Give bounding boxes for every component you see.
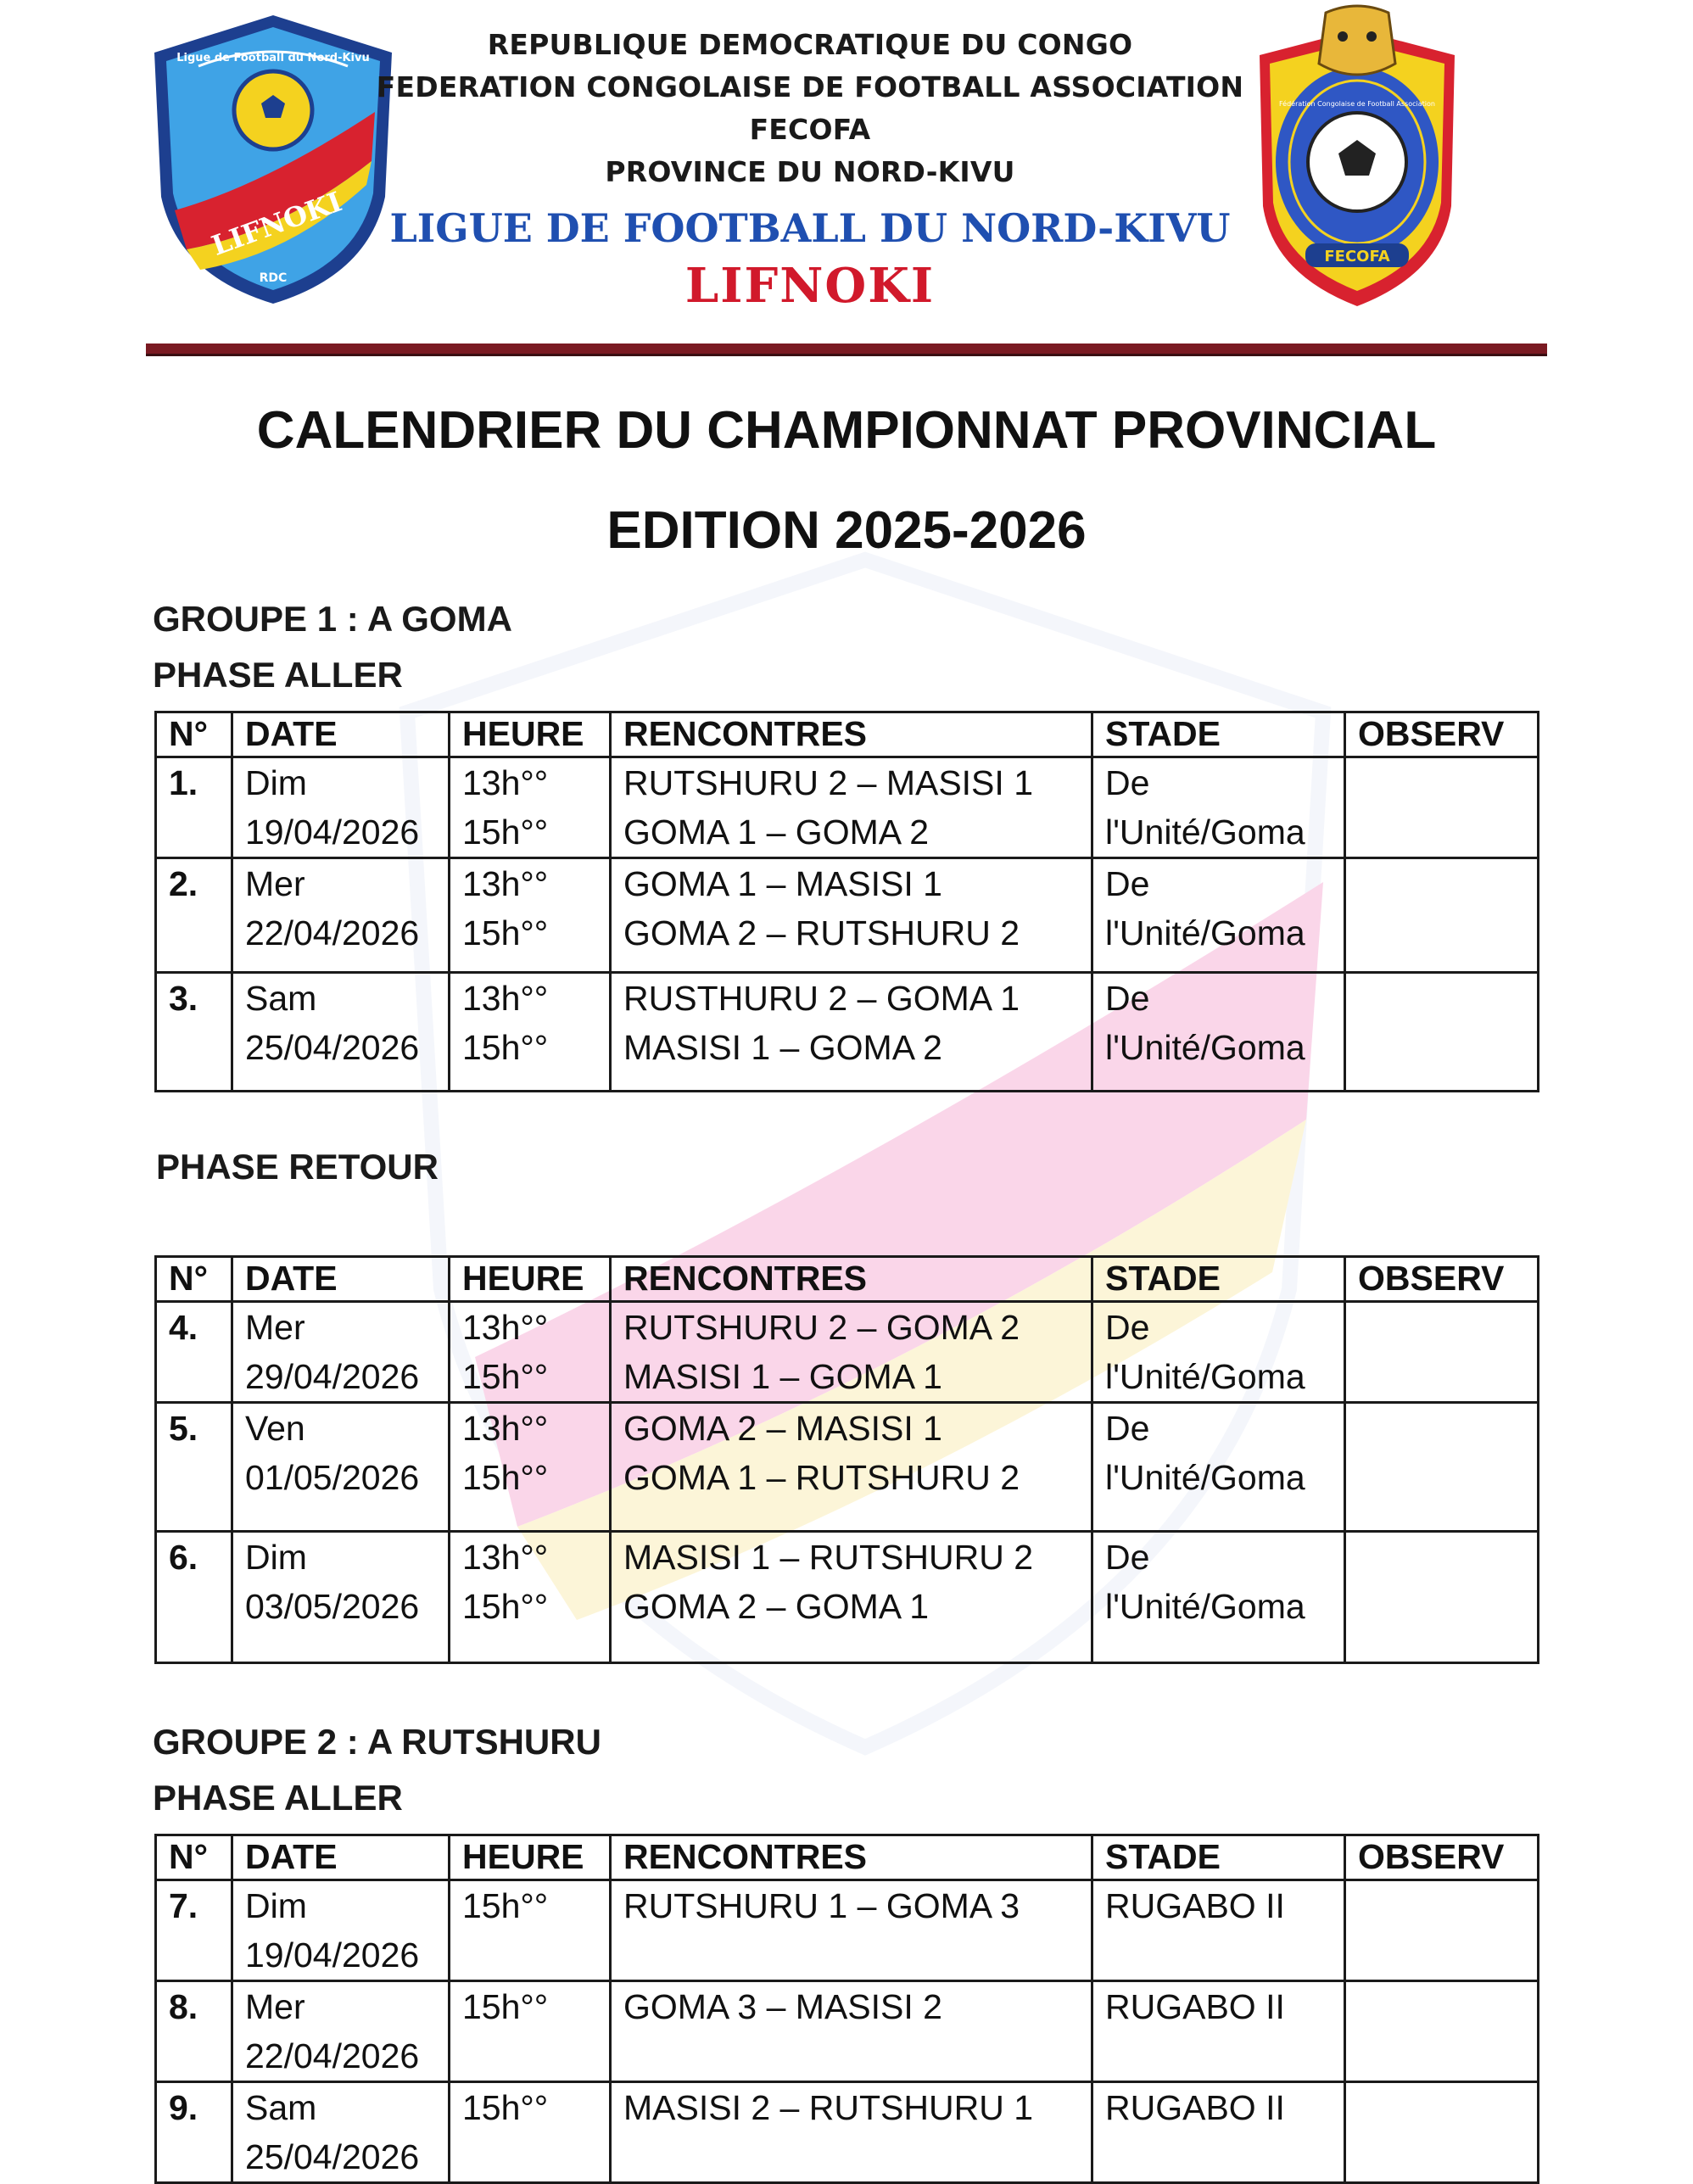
match-number: 9.: [156, 2082, 232, 2183]
match-fixtures: GOMA 3 – MASISI 2: [611, 1981, 1092, 2082]
match-observation: [1345, 757, 1539, 858]
match-time: 15h°°: [450, 1880, 611, 1981]
col-rencontres-header: RENCONTRES: [611, 712, 1092, 757]
match-date: Dim 19/04/2026: [232, 1880, 450, 1981]
table-row: [156, 973, 1539, 1092]
match-stadium: RUGABO II: [1092, 1880, 1345, 1981]
col-heure-header: HEURE: [450, 1257, 611, 1302]
match-fixtures: GOMA 2 – MASISI 1 GOMA 1 – RUTSHURU 2: [611, 1403, 1092, 1532]
group-2-aller-table: [154, 1834, 1539, 2184]
match-stadium: De l'Unité/Goma: [1092, 973, 1345, 1092]
match-fixtures: RUTSHURU 2 – MASISI 1 GOMA 1 – GOMA 2: [611, 757, 1092, 858]
match-fixtures: RUTSHURU 1 – GOMA 3: [611, 1880, 1092, 1981]
match-observation: [1345, 1981, 1539, 2082]
match-time: 13h°° 15h°°: [450, 973, 611, 1092]
table-header-row: [156, 712, 1539, 757]
letterhead: [0, 0, 1693, 373]
col-stade-header: STADE: [1092, 1835, 1345, 1880]
match-number: 8.: [156, 1981, 232, 2082]
match-stadium: De l'Unité/Goma: [1092, 1302, 1345, 1403]
col-date-header: DATE: [232, 1835, 450, 1880]
match-fixtures: GOMA 1 – MASISI 1 GOMA 2 – RUTSHURU 2: [611, 858, 1092, 973]
group-1-label: GROUPE 1 : A GOMA: [153, 599, 512, 639]
match-time: 13h°° 15h°°: [450, 757, 611, 858]
match-time: 15h°°: [450, 2082, 611, 2183]
table-row: [156, 1403, 1539, 1532]
col-date-header: DATE: [232, 712, 450, 757]
federation-name: FEDERATION CONGOLAISE DE FOOTBALL ASSOCIATION: [376, 70, 1244, 103]
match-number: 4.: [156, 1302, 232, 1403]
match-number: 5.: [156, 1403, 232, 1532]
match-observation: [1345, 858, 1539, 973]
match-time: 13h°° 15h°°: [450, 858, 611, 973]
header-divider: [146, 344, 1547, 356]
table-row: [156, 2082, 1539, 2183]
logo-left-brand-text: LIFNOKI: [207, 185, 346, 262]
group-1-aller-label: PHASE ALLER: [153, 655, 403, 695]
col-date-header: DATE: [232, 1257, 450, 1302]
col-observ-header: OBSERV: [1345, 1835, 1539, 1880]
match-number: 2.: [156, 858, 232, 973]
match-number: 3.: [156, 973, 232, 1092]
match-stadium: De l'Unité/Goma: [1092, 858, 1345, 973]
document-edition: EDITION 2025-2026: [606, 501, 1087, 560]
fecofa-logo: [1243, 4, 1472, 310]
match-time: 13h°° 15h°°: [450, 1302, 611, 1403]
match-observation: [1345, 1302, 1539, 1403]
match-date: Dim 03/05/2026: [232, 1532, 450, 1663]
col-heure-header: HEURE: [450, 1835, 611, 1880]
table-row: [156, 757, 1539, 858]
match-stadium: De l'Unité/Goma: [1092, 1403, 1345, 1532]
province-name: PROVINCE DU NORD-KIVU: [605, 155, 1015, 188]
match-number: 6.: [156, 1532, 232, 1663]
match-date: Ven 01/05/2026: [232, 1403, 450, 1532]
match-time: 13h°° 15h°°: [450, 1532, 611, 1663]
match-observation: [1345, 1403, 1539, 1532]
col-rencontres-header: RENCONTRES: [611, 1257, 1092, 1302]
col-observ-header: OBSERV: [1345, 712, 1539, 757]
logo-right-banner-text: FECOFA: [1324, 248, 1390, 265]
col-num-header: N°: [156, 1835, 232, 1880]
col-observ-header: OBSERV: [1345, 1257, 1539, 1302]
match-stadium: RUGABO II: [1092, 2082, 1345, 2183]
match-stadium: RUGABO II: [1092, 1981, 1345, 2082]
group-1-retour-table: [154, 1255, 1539, 1664]
match-fixtures: MASISI 1 – RUTSHURU 2 GOMA 2 – GOMA 1: [611, 1532, 1092, 1663]
group-1-retour-label: PHASE RETOUR: [156, 1147, 439, 1187]
table-row: [156, 1981, 1539, 2082]
col-stade-header: STADE: [1092, 712, 1345, 757]
table-header-row: [156, 1257, 1539, 1302]
federation-acronym: FECOFA: [749, 113, 871, 146]
logo-left-country-text: RDC: [259, 271, 288, 285]
match-observation: [1345, 2082, 1539, 2183]
table-row: [156, 858, 1539, 973]
lifnoki-logo: [146, 10, 400, 307]
match-fixtures: MASISI 2 – RUTSHURU 1: [611, 2082, 1092, 2183]
col-num-header: N°: [156, 1257, 232, 1302]
match-stadium: De l'Unité/Goma: [1092, 757, 1345, 858]
country-name: REPUBLIQUE DEMOCRATIQUE DU CONGO: [487, 28, 1133, 61]
match-fixtures: RUSTHURU 2 – GOMA 1 MASISI 1 – GOMA 2: [611, 973, 1092, 1092]
group-2-aller-label: PHASE ALLER: [153, 1778, 403, 1818]
match-date: Mer 29/04/2026: [232, 1302, 450, 1403]
match-observation: [1345, 1880, 1539, 1981]
match-time: 13h°° 15h°°: [450, 1403, 611, 1532]
logo-left-circle-text: Ligue de Football du Nord-Kivu: [176, 52, 370, 64]
col-heure-header: HEURE: [450, 712, 611, 757]
table-row: [156, 1532, 1539, 1663]
col-num-header: N°: [156, 712, 232, 757]
match-date: Mer 22/04/2026: [232, 1981, 450, 2082]
match-stadium: De l'Unité/Goma: [1092, 1532, 1345, 1663]
col-rencontres-header: RENCONTRES: [611, 1835, 1092, 1880]
group-1-aller-table: [154, 711, 1539, 1092]
group-2-label: GROUPE 2 : A RUTSHURU: [153, 1722, 601, 1762]
league-acronym: LIFNOKI: [684, 258, 936, 314]
table-row: [156, 1302, 1539, 1403]
table-row: [156, 1880, 1539, 1981]
logo-right-circle-text: Fédération Congolaise de Football Association: [1279, 100, 1435, 108]
match-observation: [1345, 1532, 1539, 1663]
document-title: CALENDRIER DU CHAMPIONNAT PROVINCIAL: [256, 401, 1437, 460]
match-date: Sam 25/04/2026: [232, 973, 450, 1092]
match-date: Mer 22/04/2026: [232, 858, 450, 973]
match-number: 1.: [156, 757, 232, 858]
letterhead-text: [373, 24, 1247, 317]
match-observation: [1345, 973, 1539, 1092]
match-date: Sam 25/04/2026: [232, 2082, 450, 2183]
match-fixtures: RUTSHURU 2 – GOMA 2 MASISI 1 – GOMA 1: [611, 1302, 1092, 1403]
match-date: Dim 19/04/2026: [232, 757, 450, 858]
match-number: 7.: [156, 1880, 232, 1981]
col-stade-header: STADE: [1092, 1257, 1345, 1302]
match-time: 15h°°: [450, 1981, 611, 2082]
league-name: LIGUE DE FOOTBALL DU NORD-KIVU: [389, 205, 1231, 251]
table-header-row: [156, 1835, 1539, 1880]
